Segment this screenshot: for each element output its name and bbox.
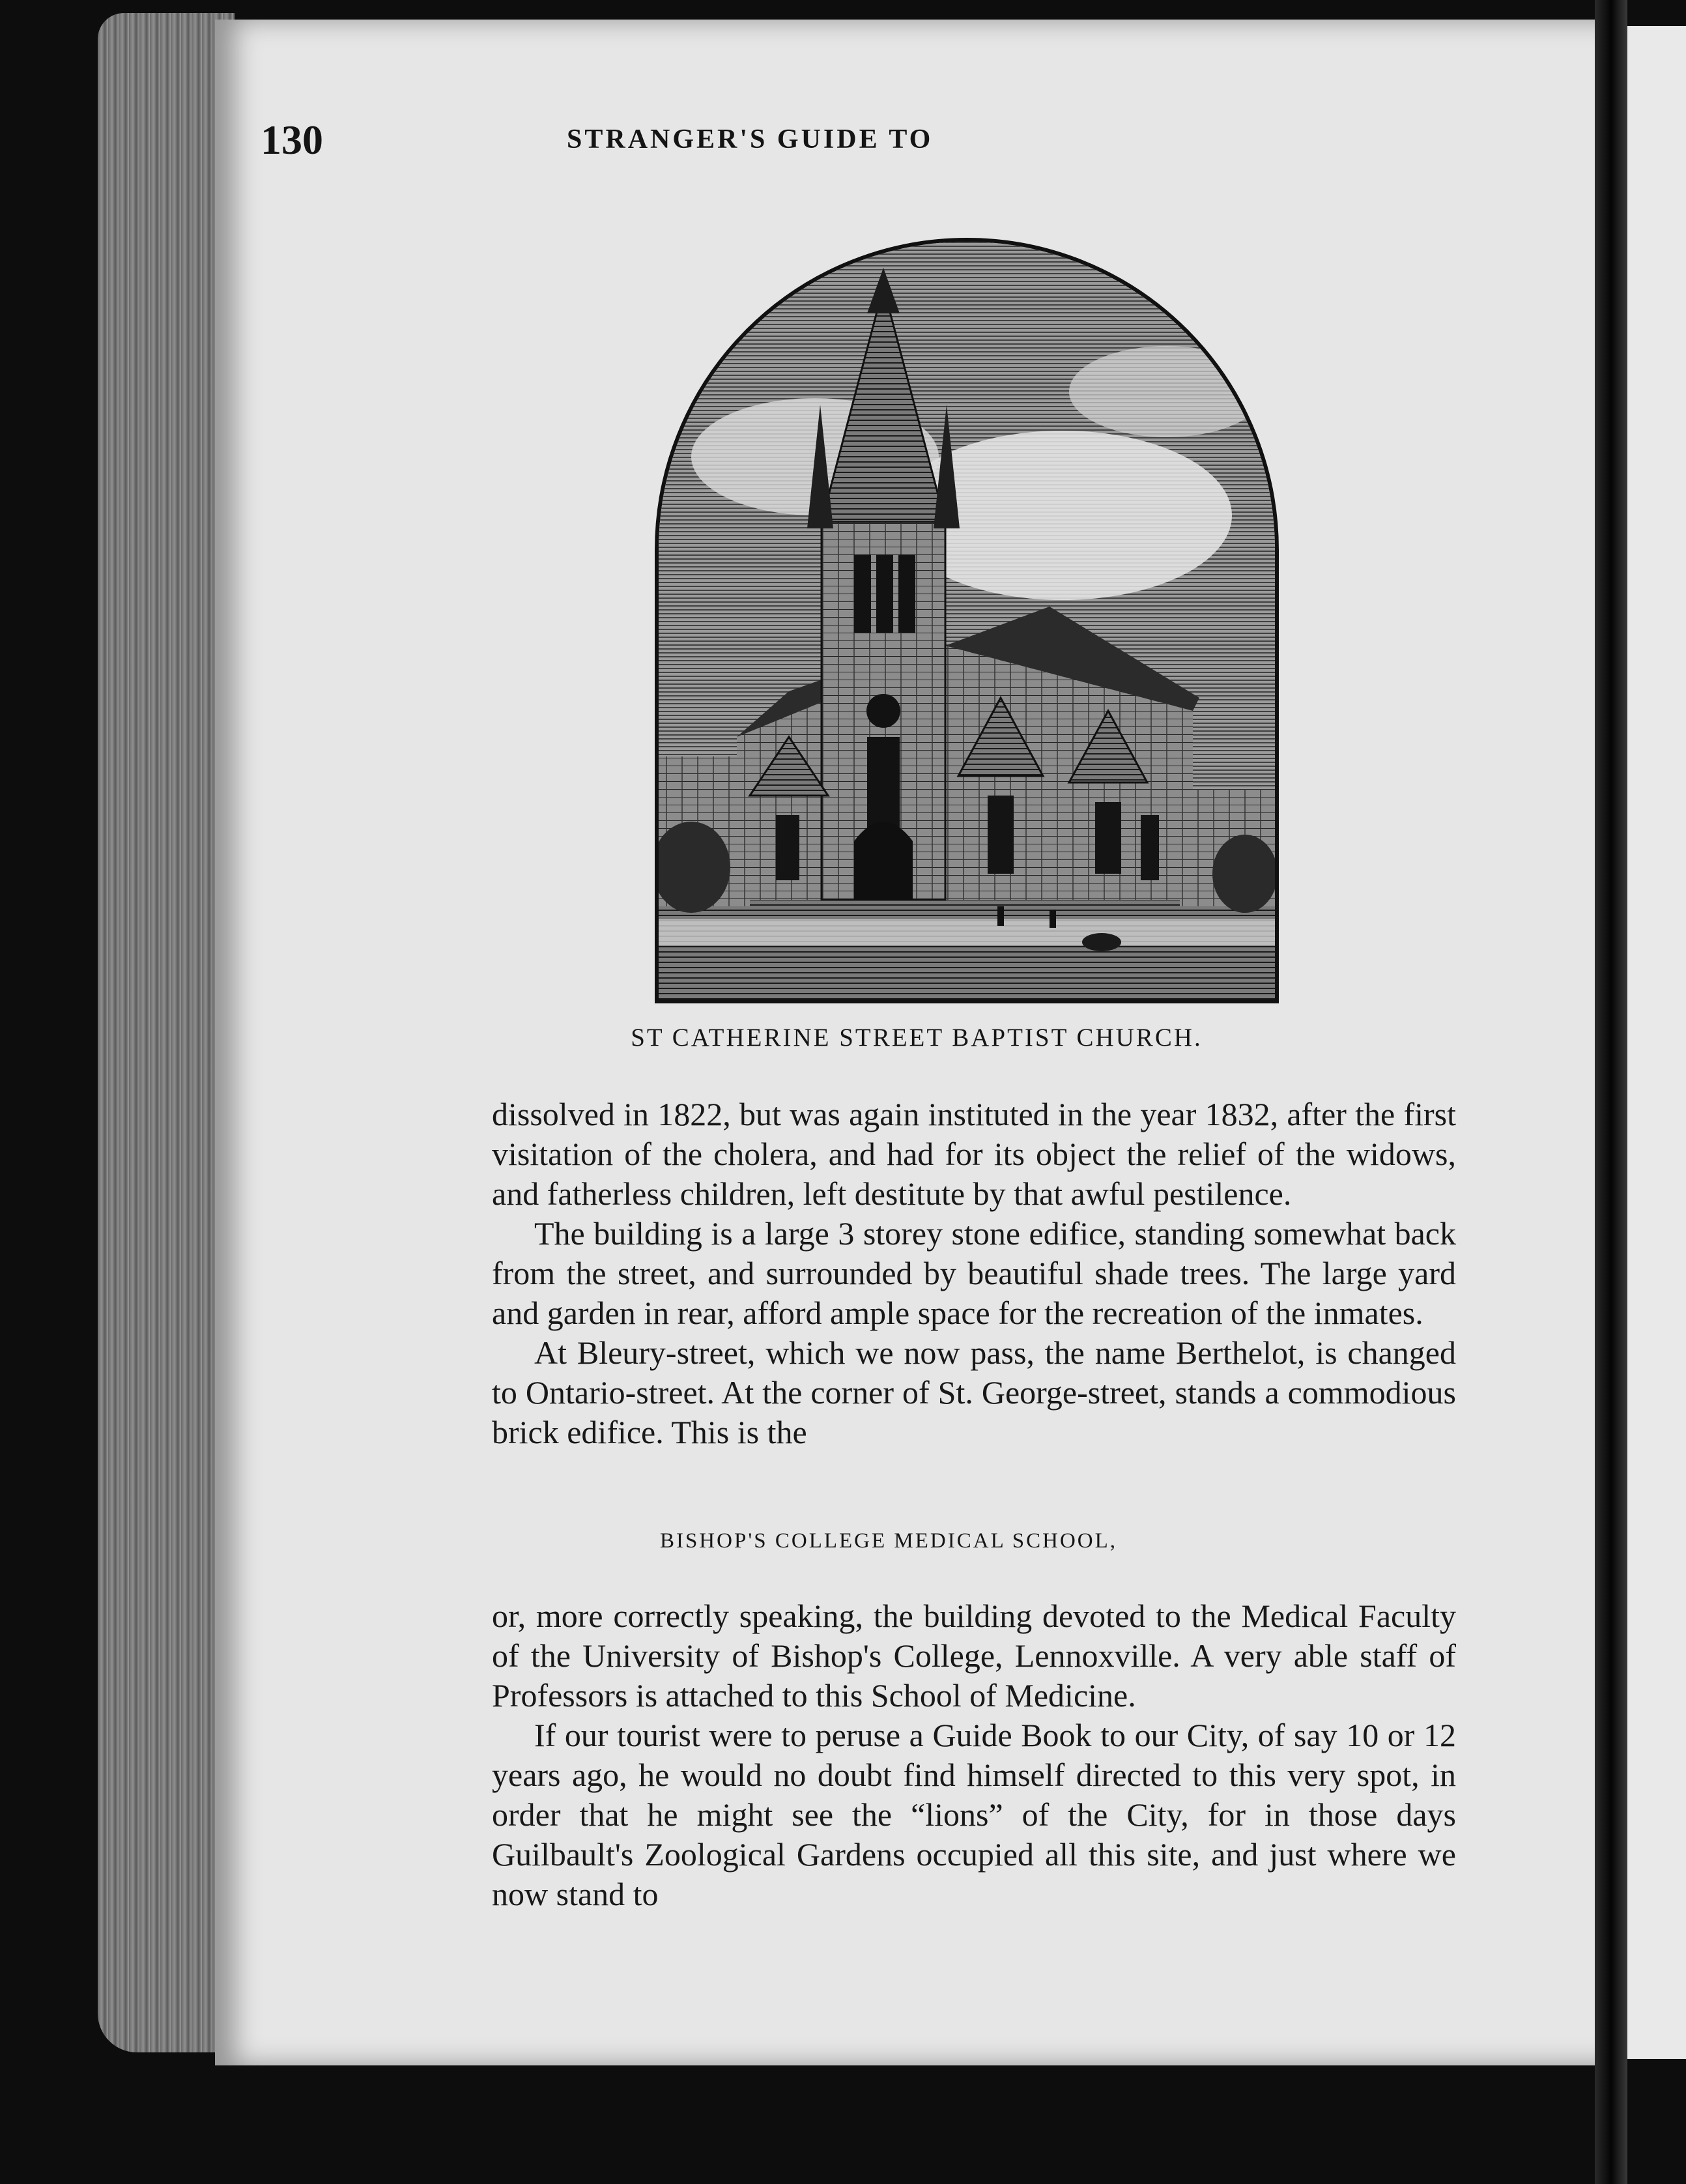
page-header — [0, 116, 1686, 162]
paragraph: If our tourist were to peruse a Guide Book to our City, of say 10 or 12 years ago, he would no doubt find himself directed to this very spot, in order that he might see the “lions” of the City, for in those days Guilbault's Zoological Gardens occupied all this site, and just where we now stand to — [492, 1717, 1456, 1912]
paragraph: or, more correctly speaking, the building devoted to the Medical Faculty of the University of Bishop's College, Lennoxville. A very able staff of Professors is attached to this School of Medicine. — [492, 1598, 1456, 1714]
section-heading-text: BISHOP'S COLLEGE MEDICAL SCHOOL, — [659, 1529, 1118, 1553]
caption-text: ST CATHERINE STREET BAPTIST CHURCH. — [631, 1024, 1203, 1052]
paragraph: The building is a large 3 storey stone edifice, standing somewhat back from the street, and surrounded by beautiful shade trees. The large yard and garden in rear, afford ample space for the recreation of the inmates. — [492, 1215, 1456, 1331]
paragraph: dissolved in 1822, but was again instituted in the year 1832, after the first visitation of the cholera, and had for its object the relief of the widows, and fatherless children, left destitute by that awful pestilence. — [492, 1096, 1456, 1212]
church-engraving — [655, 238, 1279, 1003]
section-heading — [0, 1529, 1686, 1553]
paragraph: At Bleury-street, which we now pass, the name Berthelot, is changed to Ontario-street. At the corner of St. George-street, stands a commodious brick edifice. This is the — [492, 1334, 1456, 1450]
church-engraving-drawing — [659, 242, 1275, 999]
page-number: 130 — [261, 117, 323, 163]
body-text-upper — [492, 1095, 1456, 1452]
body-text-lower — [492, 1596, 1456, 1914]
illustration-caption — [0, 1023, 1686, 1052]
book-gutter — [1595, 0, 1627, 2184]
running-head: STRANGER'S GUIDE TO — [567, 124, 934, 154]
